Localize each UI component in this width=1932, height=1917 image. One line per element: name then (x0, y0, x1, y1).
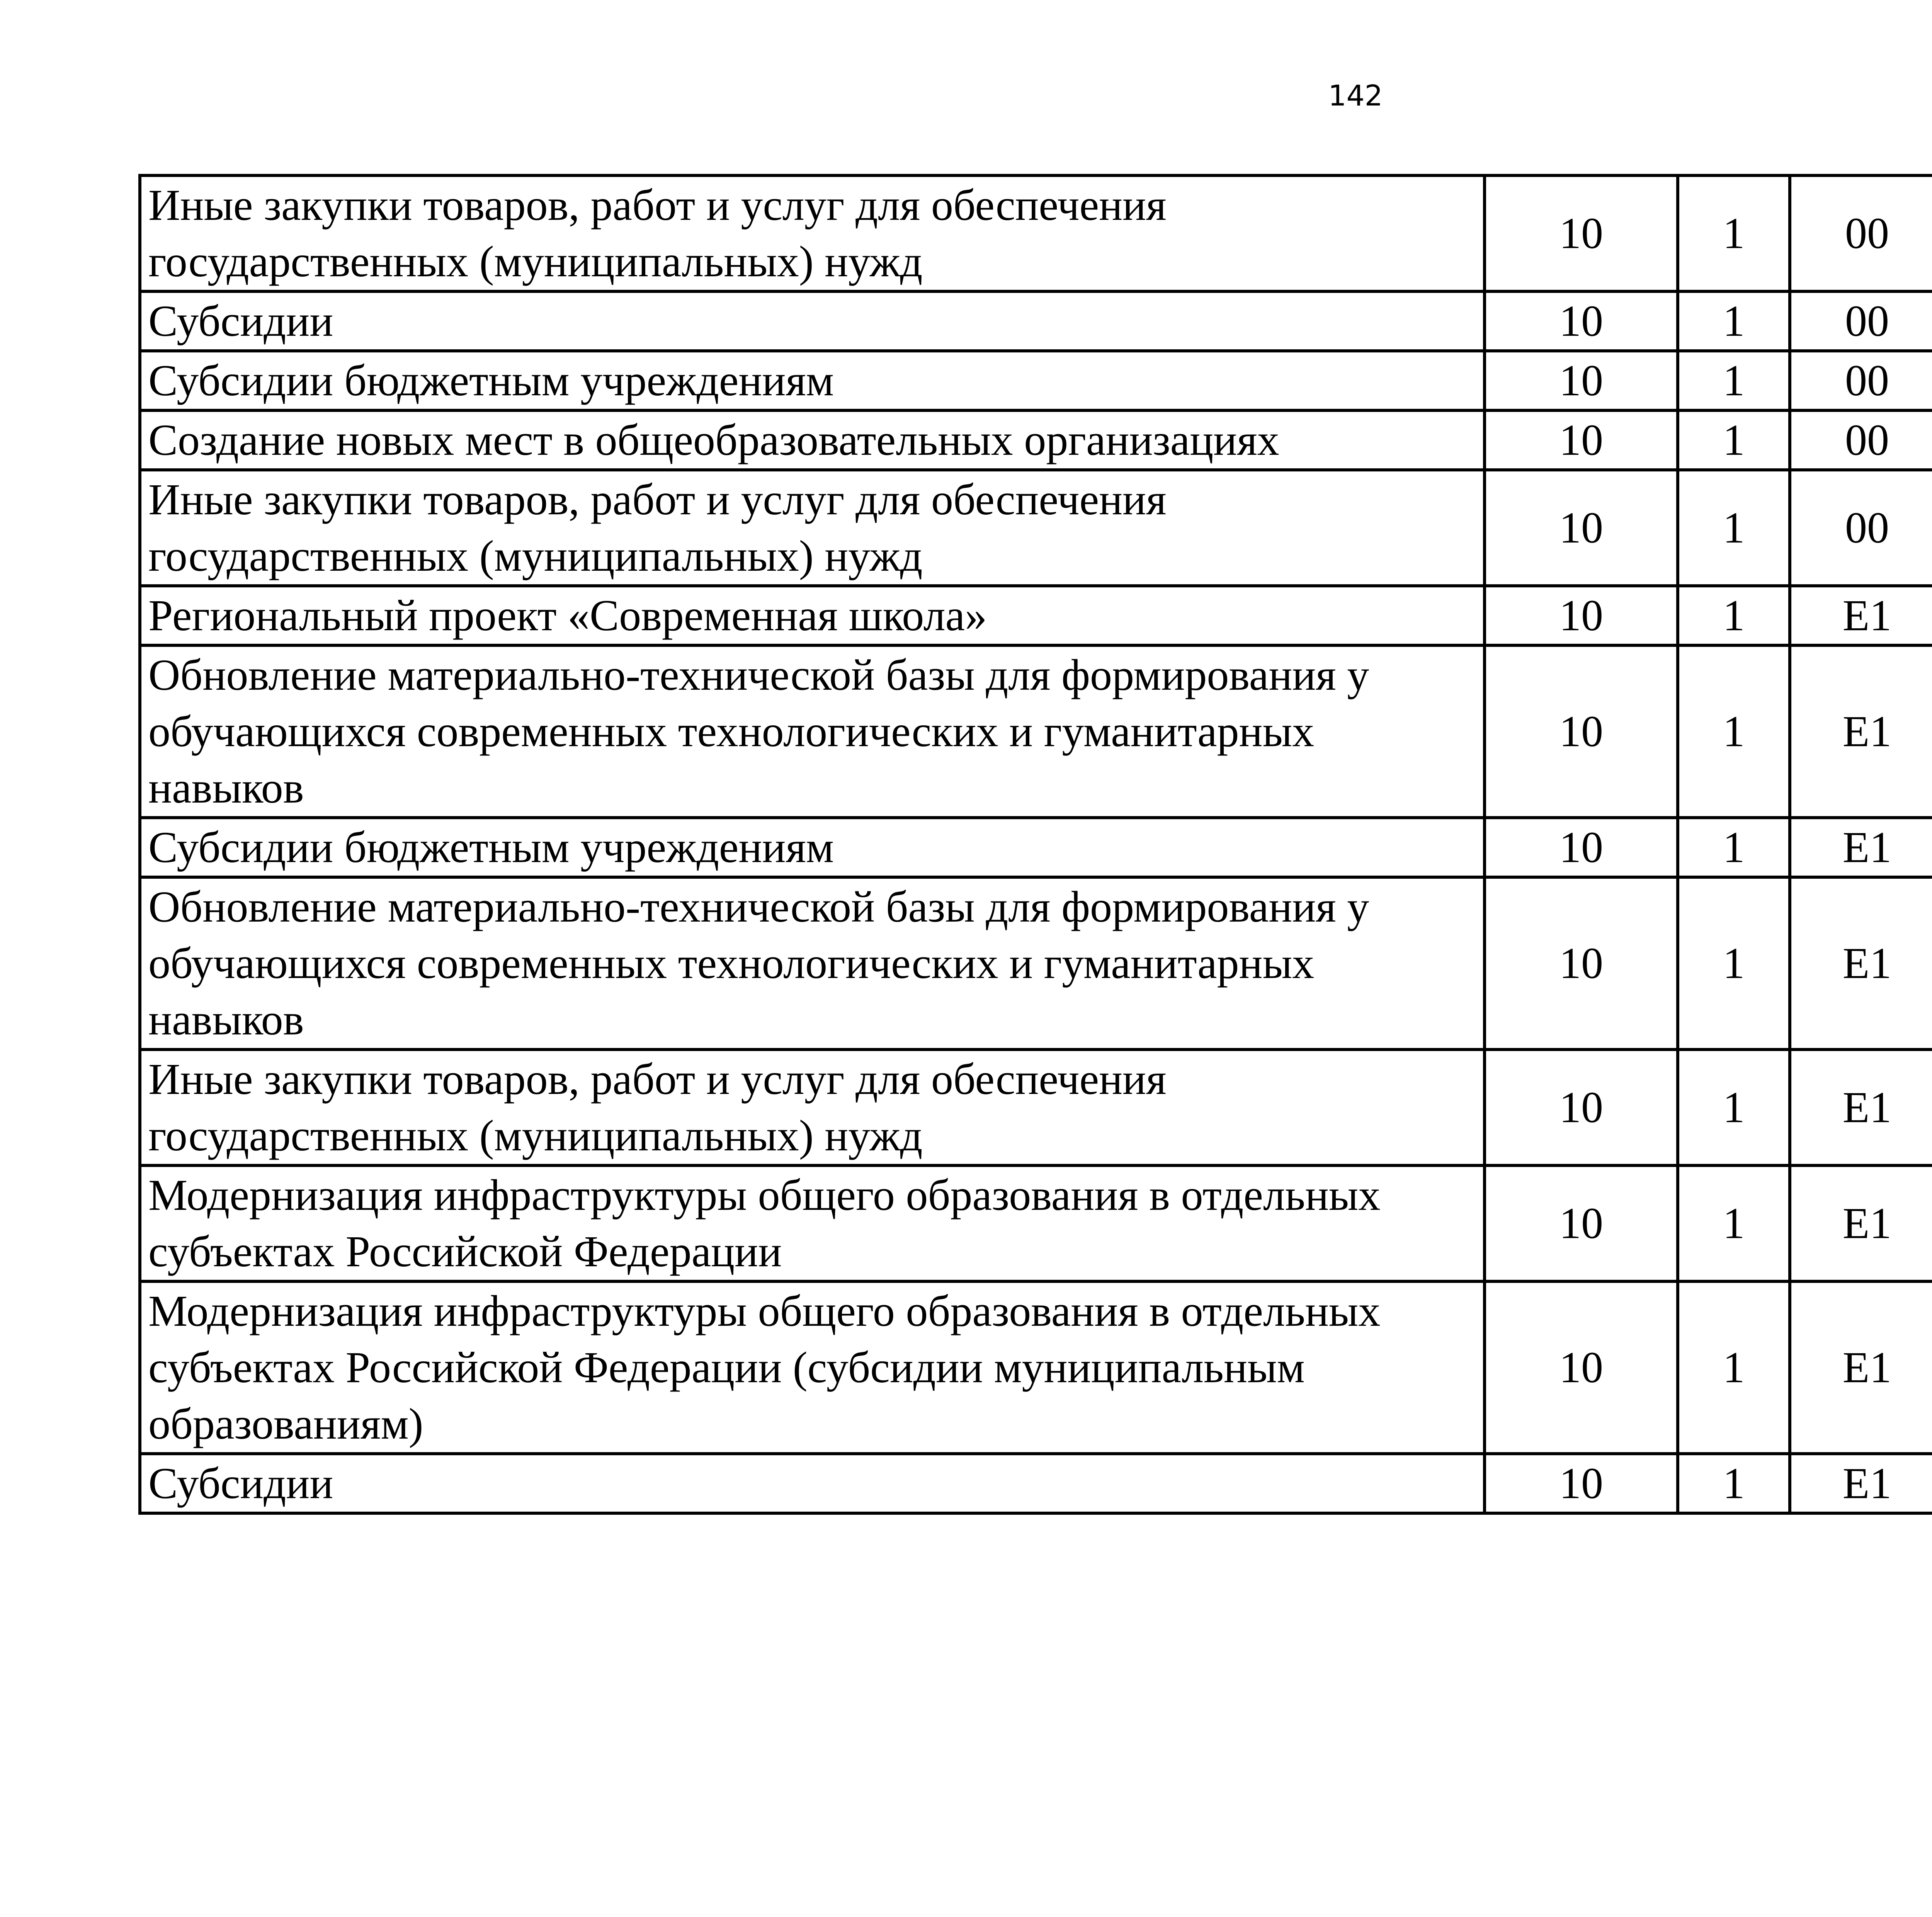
section-code: 10 (1485, 818, 1678, 877)
row-name: Субсидии бюджетным учреждениям (140, 351, 1485, 410)
row-name: Субсидии (140, 291, 1485, 351)
section-code: 10 (1485, 645, 1678, 818)
program-code: 1 (1678, 410, 1790, 470)
section-code: 10 (1485, 291, 1678, 351)
section-code: 10 (1485, 877, 1678, 1050)
subprogram-code: E1 (1790, 645, 1932, 818)
subprogram-code: E1 (1790, 586, 1932, 645)
table-row (140, 470, 1932, 586)
program-code: 1 (1678, 1050, 1790, 1165)
section-code: 10 (1485, 586, 1678, 645)
table-row (140, 1050, 1932, 1165)
table-row (140, 410, 1932, 470)
row-name: Обновление материально-технической базы для формирования у обучающихся современных технологических и гуманитарных навыков (140, 877, 1485, 1050)
program-code: 1 (1678, 351, 1790, 410)
table-row (140, 291, 1932, 351)
table-row (140, 351, 1932, 410)
row-name: Иные закупки товаров, работ и услуг для обеспечения государственных (муниципальных) нужд (140, 1050, 1485, 1165)
section-code: 10 (1485, 410, 1678, 470)
table-row (140, 818, 1932, 877)
row-name: Иные закупки товаров, работ и услуг для обеспечения государственных (муниципальных) нужд (140, 470, 1485, 586)
section-code: 10 (1485, 1165, 1678, 1281)
subprogram-code: E1 (1790, 1165, 1932, 1281)
program-code: 1 (1678, 586, 1790, 645)
table-row (140, 877, 1932, 1050)
subprogram-code: 00 (1790, 351, 1932, 410)
row-name: Региональный проект «Современная школа» (140, 586, 1485, 645)
page-number: 142 (1328, 79, 1383, 112)
table-row (140, 1165, 1932, 1281)
subprogram-code: 00 (1790, 410, 1932, 470)
row-name: Создание новых мест в общеобразовательных организациях (140, 410, 1485, 470)
subprogram-code: E1 (1790, 1050, 1932, 1165)
program-code: 1 (1678, 1281, 1790, 1454)
subprogram-code: E1 (1790, 1281, 1932, 1454)
program-code: 1 (1678, 1454, 1790, 1513)
table-row (140, 645, 1932, 818)
row-name: Модернизация инфраструктуры общего образования в отдельных субъектах Российской Федерации (140, 1165, 1485, 1281)
table-row (140, 1281, 1932, 1454)
subprogram-code: E1 (1790, 877, 1932, 1050)
program-code: 1 (1678, 1165, 1790, 1281)
program-code: 1 (1678, 818, 1790, 877)
subprogram-code: 00 (1790, 291, 1932, 351)
row-name: Иные закупки товаров, работ и услуг для обеспечения государственных (муниципальных) нужд (140, 175, 1485, 291)
program-code: 1 (1678, 175, 1790, 291)
section-code: 10 (1485, 470, 1678, 586)
subprogram-code: 00 (1790, 175, 1932, 291)
subprogram-code: E1 (1790, 818, 1932, 877)
section-code: 10 (1485, 1454, 1678, 1513)
program-code: 1 (1678, 470, 1790, 586)
row-name: Модернизация инфраструктуры общего образования в отдельных субъектах Российской Федерации (субсидии муниципальным образованиям) (140, 1281, 1485, 1454)
section-code: 10 (1485, 1050, 1678, 1165)
budget-table (138, 174, 1932, 1515)
subprogram-code: E1 (1790, 1454, 1932, 1513)
section-code: 10 (1485, 1281, 1678, 1454)
subprogram-code: 00 (1790, 470, 1932, 586)
table-row (140, 586, 1932, 645)
section-code: 10 (1485, 351, 1678, 410)
row-name: Субсидии (140, 1454, 1485, 1513)
table-row (140, 1454, 1932, 1513)
program-code: 1 (1678, 291, 1790, 351)
program-code: 1 (1678, 645, 1790, 818)
section-code: 10 (1485, 175, 1678, 291)
row-name: Субсидии бюджетным учреждениям (140, 818, 1485, 877)
row-name: Обновление материально-технической базы для формирования у обучающихся современных технологических и гуманитарных навыков (140, 645, 1485, 818)
table-row (140, 175, 1932, 291)
program-code: 1 (1678, 877, 1790, 1050)
